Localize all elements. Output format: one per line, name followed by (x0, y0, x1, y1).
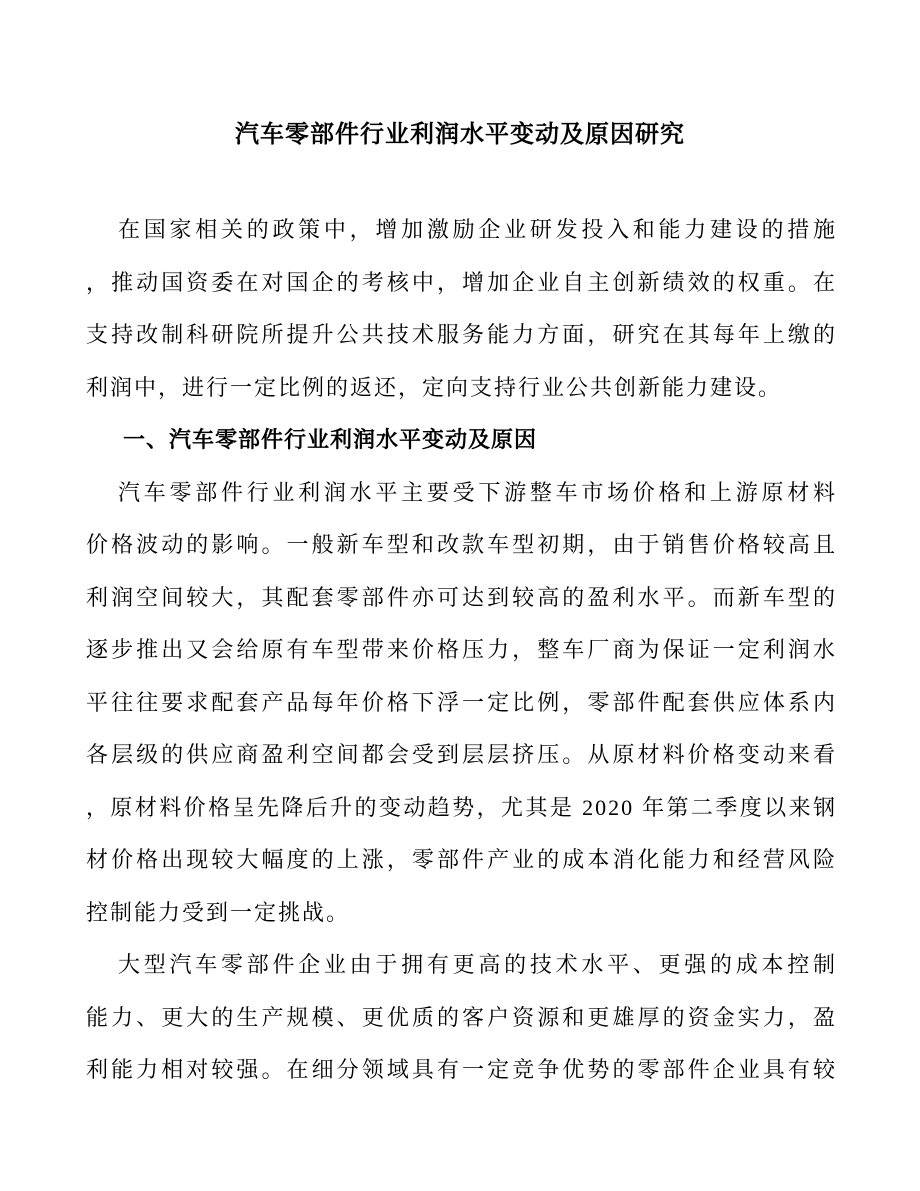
section-paragraph-2-line-2: 能力、更大的生产规模、更优质的客户资源和更雄厚的资金实力，盈 (86, 1004, 837, 1030)
intro-paragraph-line-4: 利润中，进行一定比例的返还，定向支持行业公共创新能力建设。 (86, 374, 783, 400)
intro-paragraph-line-3: 支持改制科研院所提升公共技术服务能力方面，研究在其每年上缴的 (86, 322, 837, 347)
section-paragraph-1-line-5: 平往往要求配套产品每年价格下浮一定比例，零部件配套供应体系内 (86, 689, 837, 715)
section-paragraph-1-line-2: 价格波动的影响。一般新车型和改款车型初期，由于销售价格较高且 (86, 532, 837, 557)
section-paragraph-1-line-7: ，原材料价格呈先降后升的变动趋势，尤其是 2020 年第二季度以来钢 (86, 794, 837, 820)
section-heading: 一、汽车零部件行业利润水平变动及原因 (123, 427, 538, 452)
section-paragraph-1-line-8: 材价格出现较大幅度的上涨，零部件产业的成本消化能力和经营风险 (86, 847, 837, 872)
section-paragraph-1-line-4: 逐步推出又会给原有车型带来价格压力，整车厂商为保证一定利润水 (86, 637, 837, 662)
section-paragraph-1-line-6: 各层级的供应商盈利空间都会受到层层挤压。从原材料价格变动来看 (86, 742, 837, 767)
section-paragraph-2-line-3: 利能力相对较强。在细分领域具有一定竞争优势的零部件企业具有较 (86, 1057, 837, 1082)
section-paragraph-2-line-1: 大型汽车零部件企业由于拥有更高的技术水平、更强的成本控制 (118, 952, 837, 977)
document-body (86, 204, 837, 1097)
section-paragraph-1-line-1: 汽车零部件行业利润水平主要受下游整车市场价格和上游原材料 (118, 479, 837, 505)
intro-paragraph-line-2: ，推动国资委在对国企的考核中，增加企业自主创新绩效的权重。在 (86, 269, 837, 295)
section-paragraph-1-line-9: 控制能力受到一定挑战。 (86, 899, 351, 925)
document-title: 汽车零部件行业利润水平变动及原因研究 (235, 122, 685, 148)
intro-paragraph-line-1: 在国家相关的政策中，增加激励企业研发投入和能力建设的措施 (118, 217, 837, 242)
section-paragraph-1-line-3: 利润空间较大，其配套零部件亦可达到较高的盈利水平。而新车型的 (86, 584, 837, 610)
